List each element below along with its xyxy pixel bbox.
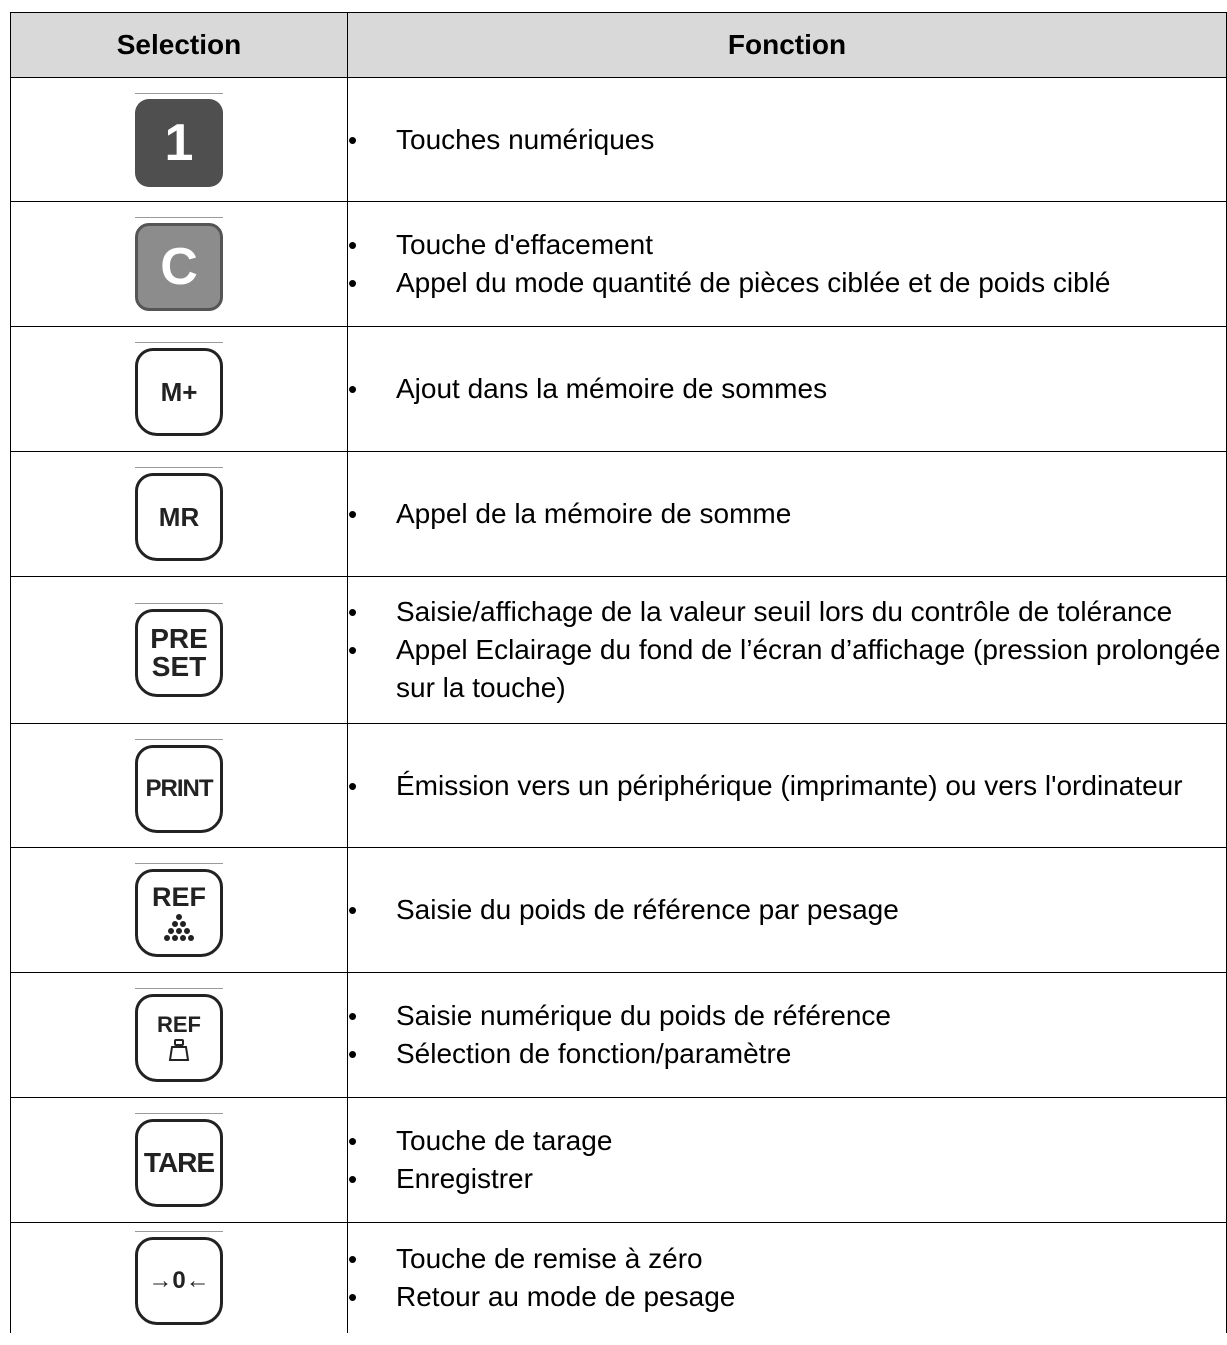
function-item: • Émission vers un périphérique (imprimante) ou vers l'ordinateur [348, 767, 1226, 805]
table-header-row [11, 13, 1227, 78]
selection-cell [11, 452, 348, 577]
key-function-table [10, 12, 1227, 1333]
ref-pieces-key-icon [135, 869, 223, 957]
numeric-key-1-icon: 1 [135, 99, 223, 187]
print-key-icon: PRINT [135, 745, 223, 833]
selection-cell [11, 202, 348, 327]
function-item: • Appel du mode quantité de pièces ciblée et de poids ciblé [348, 264, 1226, 302]
table-row [11, 202, 1227, 327]
table-row [11, 724, 1227, 848]
table-row [11, 973, 1227, 1098]
function-cell [348, 973, 1227, 1098]
table-row [11, 577, 1227, 724]
selection-cell [11, 848, 348, 973]
table-row [11, 1098, 1227, 1223]
table-row [11, 327, 1227, 452]
function-cell [348, 327, 1227, 452]
function-item: • Saisie numérique du poids de référence [348, 997, 1226, 1035]
selection-cell [11, 78, 348, 202]
ref-key-label: REF [152, 881, 206, 912]
function-cell [348, 724, 1227, 848]
function-cell [348, 78, 1227, 202]
table-row [11, 1223, 1227, 1333]
function-cell [348, 577, 1227, 724]
function-item: • Saisie/affichage de la valeur seuil lors du contrôle de tolérance [348, 593, 1226, 631]
function-item: • Touche de remise à zéro [348, 1240, 1226, 1278]
selection-cell [11, 327, 348, 452]
function-item: • Touches numériques [348, 121, 1226, 159]
selection-cell [11, 1098, 348, 1223]
preset-key-icon [135, 609, 223, 697]
header-function: Fonction [348, 13, 1227, 78]
function-item: • Enregistrer [348, 1160, 1226, 1198]
table-row [11, 452, 1227, 577]
function-item: • Retour au mode de pesage [348, 1278, 1226, 1316]
clear-key-icon: C [135, 223, 223, 311]
pieces-pile-icon [162, 913, 196, 943]
function-item: • Ajout dans la mémoire de sommes [348, 370, 1226, 408]
selection-cell [11, 1223, 348, 1333]
selection-cell [11, 973, 348, 1098]
function-item: • Appel de la mémoire de somme [348, 495, 1226, 533]
selection-cell [11, 577, 348, 724]
function-cell [348, 1223, 1227, 1333]
function-cell [348, 1098, 1227, 1223]
function-item: • Saisie du poids de référence par pesage [348, 891, 1226, 929]
tare-key-icon: TARE [135, 1119, 223, 1207]
header-selection: Selection [11, 13, 348, 78]
function-item: • Touche de tarage [348, 1122, 1226, 1160]
function-cell [348, 202, 1227, 327]
ref-key-label: REF [157, 1012, 201, 1037]
memory-recall-key-icon: MR [135, 473, 223, 561]
ref-weight-key-icon [135, 994, 223, 1082]
function-cell [348, 848, 1227, 973]
function-cell [348, 452, 1227, 577]
function-item: • Touche d'effacement [348, 226, 1226, 264]
function-item: • Sélection de fonction/paramètre [348, 1035, 1226, 1073]
preset-key-label-bottom: SET [151, 651, 207, 682]
memory-add-key-icon: M+ [135, 348, 223, 436]
selection-cell [11, 724, 348, 848]
preset-key-label-top: PRE [150, 623, 208, 654]
table-row [11, 848, 1227, 973]
weight-icon [168, 1038, 190, 1062]
table-row [11, 78, 1227, 202]
zero-key-icon: →0← [135, 1237, 223, 1325]
function-item: • Appel Eclairage du fond de l’écran d’affichage (pression prolongée sur la touche) [348, 631, 1226, 707]
